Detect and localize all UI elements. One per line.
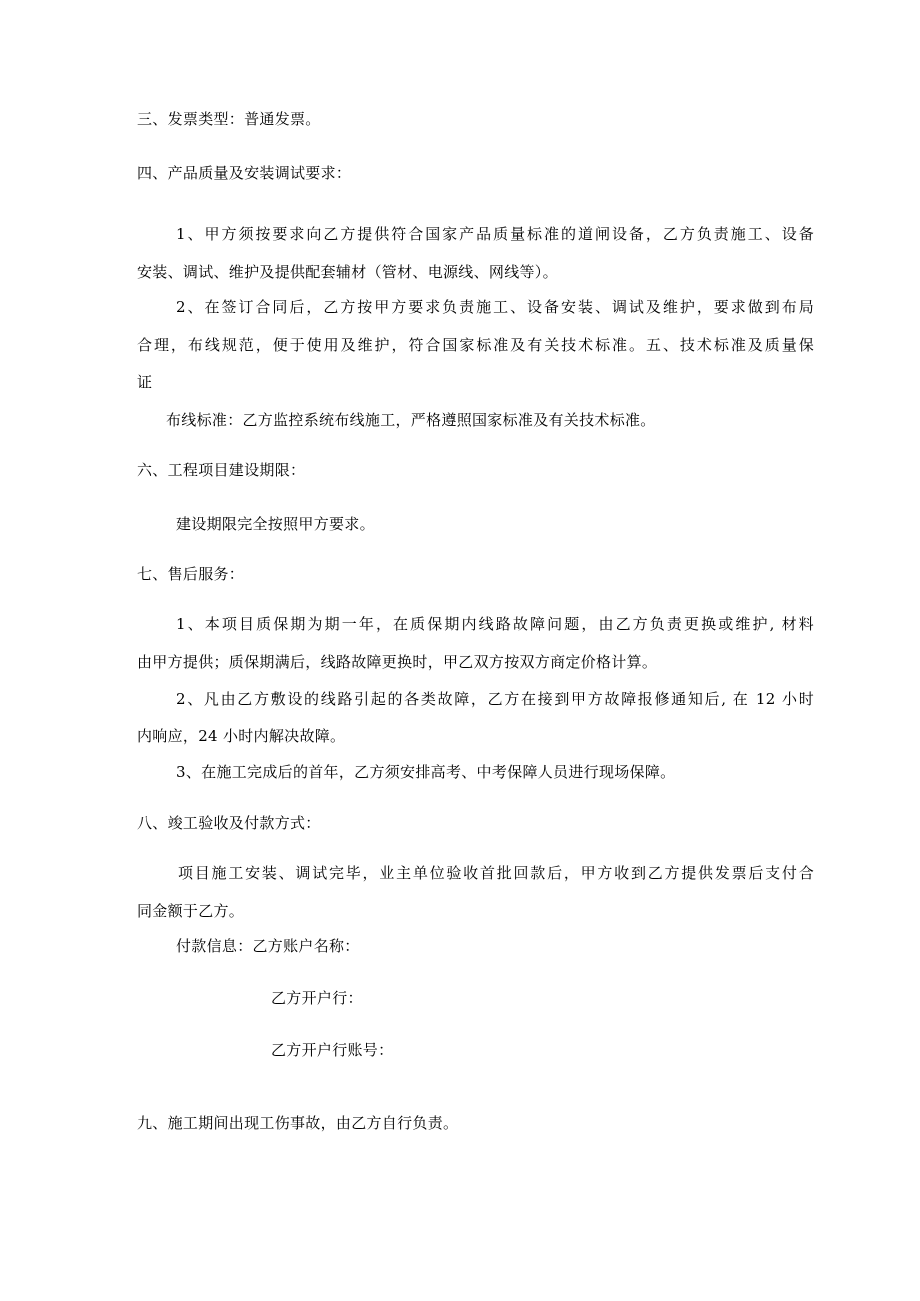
payment-info-account-name: 付款信息：乙方账户名称： [176,937,360,955]
section-8-title: 八、竣工验收及付款方式： [137,814,321,832]
payment-info-bank: 乙方开户行： [271,989,363,1007]
section-7-item-1-line-2: 由甲方提供；质保期满后，线路故障更换时，甲乙双方按双方商定价格计算。 [137,653,658,671]
section-7-item-3: 3、在施工完成后的首年，乙方须安排高考、中考保障人员进行现场保障。 [176,763,676,781]
section-8-body-line-2: 同金额于乙方。 [137,902,245,920]
section-6-title: 六、工程项目建设期限： [137,461,306,479]
section-9-title: 九、施工期间出现工伤事故，由乙方自行负责。 [137,1114,459,1132]
section-7-item-1-line-1: 1、本项目质保期为期一年，在质保期内线路故障问题，由乙方负责更换或维护, 材料 [176,615,814,633]
section-4-item-2-line-3: 证 [137,373,153,391]
section-7-title: 七、售后服务： [137,565,245,583]
section-7-item-2-line-2: 内响应，24 小时内解决故障。 [137,727,346,745]
section-4-title: 四、产品质量及安装调试要求： [137,164,352,182]
section-3-invoice-type: 三、发票类型：普通发票。 [137,110,321,128]
section-6-body: 建设期限完全按照甲方要求。 [176,515,375,533]
section-8-body-line-1: 项目施工安装、调试完毕，业主单位验收首批回款后，甲方收到乙方提供发票后支付合 [178,864,814,882]
section-4-item-2-line-1: 2、在签订合同后，乙方按甲方要求负责施工、设备安装、调试及维护，要求做到布局 [176,298,814,316]
section-5-wiring-standard: 布线标准：乙方监控系统布线施工，严格遵照国家标准及有关技术标准。 [166,411,656,429]
section-7-item-2-line-1: 2、凡由乙方敷设的线路引起的各类故障，乙方在接到甲方故障报修通知后, 在 12 小时 [176,690,814,708]
section-4-item-1-line-1: 1、甲方须按要求向乙方提供符合国家产品质量标准的道闸设备，乙方负责施工、设备 [176,225,814,243]
payment-info-account-number: 乙方开户行账号： [271,1041,394,1059]
section-4-item-2-line-2: 合理，布线规范，便于使用及维护，符合国家标准及有关技术标准。五、技术标准及质量保 [137,336,814,354]
section-4-item-1-line-2: 安装、调试、维护及提供配套辅材（管材、电源线、网线等）。 [137,263,558,281]
